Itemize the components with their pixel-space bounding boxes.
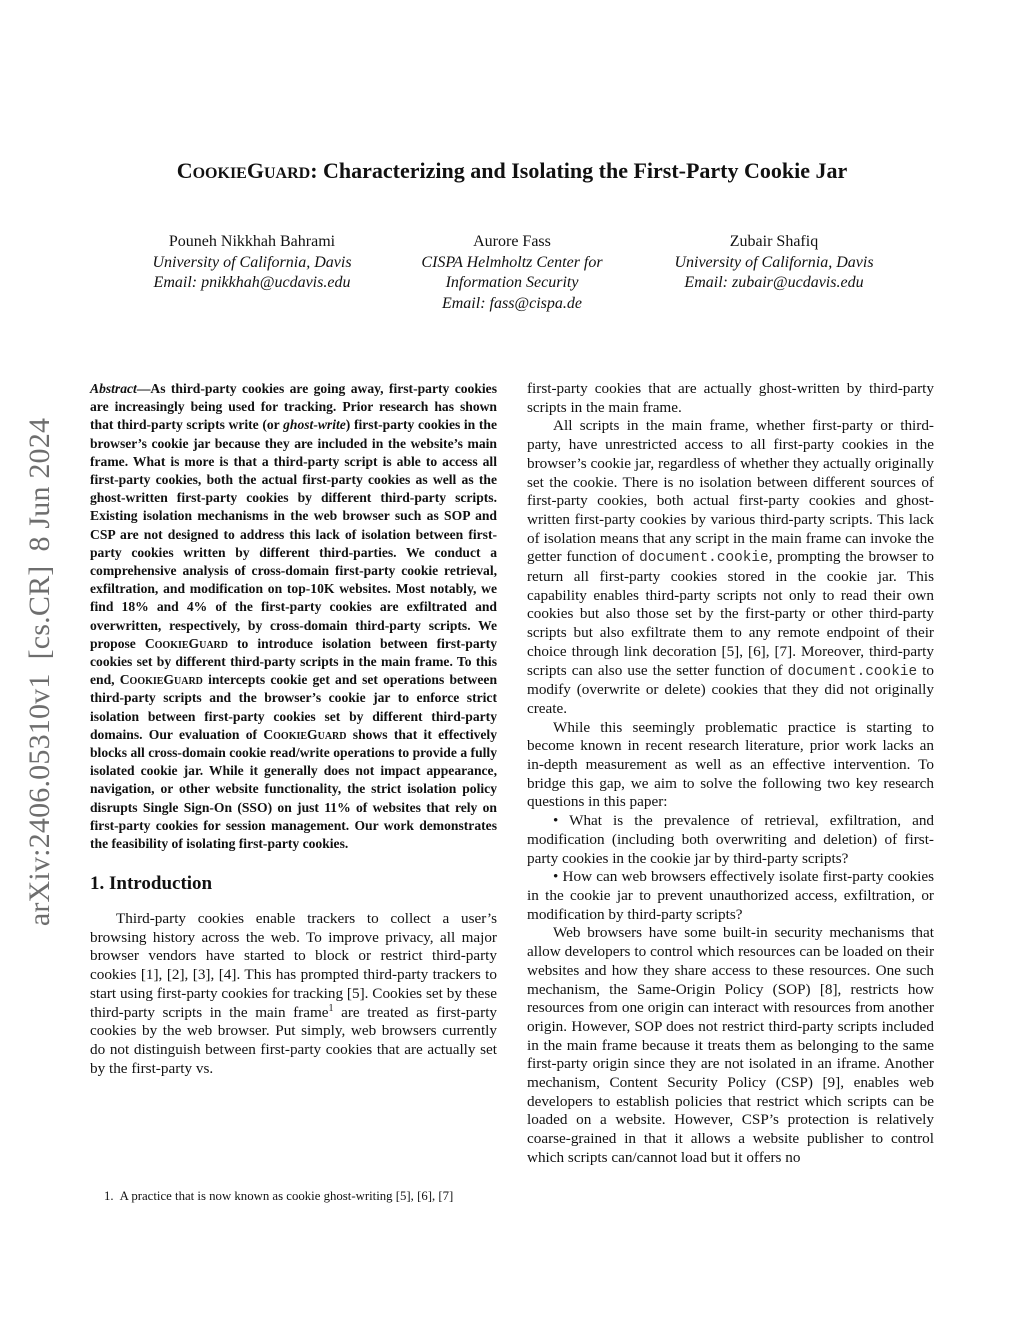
arxiv-sidebar (18, 370, 62, 960)
bullet-text: What is the prevalence of retrieval, exfiltration, and modification (including both overwriting and deletion) of first-party cookies in the cookie jar by third-party scripts? (527, 812, 935, 867)
abstract-text: As third-party cookies are going away, first-party cookies are increasingly being used for tracking. Prior research has shown that third-party scripts write (or (90, 381, 497, 433)
abstract-text: intercepts cookie get and set operations between third-party scripts and the browser’s cookie jar to enforce strict isolation between first-party cookies set by different third-party domains. Our evaluation of (90, 672, 498, 742)
arxiv-date: 8 Jun 2024 (23, 417, 56, 552)
abstract-label: Abstract (90, 381, 137, 396)
bullet-icon: • (553, 868, 559, 886)
body-text: All scripts in the main frame, whether first-party or third-party, have unrestricted access to all first-party cookies in the browser’s cookie jar, regardless of whether they actually originally set the cookie. There is no isolation between different sources of first-party cookies, both actual first-party cookies and ghost-written first-party cookies by various third-party scripts. This lack of isolation means that any script in the main frame can invoke the getter function of (527, 417, 934, 566)
research-question-2 (527, 868, 934, 924)
body-paragraph: Web browsers have some built-in security mechanisms that allow developers to control which resources can be loaded on their websites and how they share access to these resources. One such mechanism, the Same-Origin Policy (SOP) [8], restricts how resources from one origin can interact with resources from another origin. However, SOP does not restrict third-party scripts included in the main frame because it treats them as belonging to the same first-party origin since they are not isolated in an iframe. Another mechanism, Content Security Policy (CSP) [9], enables web developers to establish policies that restrict which scripts can be loaded on a website. However, CSP’s protection is relatively coarse-grained in that it allows a website publisher to control which scripts can/cannot load but it offers no (527, 924, 934, 1166)
author-email: Email: pnikkhah@ucdavis.edu (153, 274, 351, 291)
abstract-text: to introduce isolation between first-party cookies set by different third-party scripts in the main frame. To this end, (90, 635, 497, 688)
author-email: Email: fass@cispa.de (441, 294, 583, 312)
intro-text: Third-party cookies enable trackers to collect a user’s browsing history across the web. To improve privacy, all major browser vendors have started to block or restrict third-party cookies [1], [2], [3], [4]. This has prompted third-party trackers to start using first-party cookies for tracking [5]. Cookies set by these third-party scripts in the main frame (90, 909, 497, 1021)
author-affiliation: University of California, Davis (152, 253, 352, 271)
paper-title (100, 158, 924, 184)
abstract-cookieguard: CookieGuard (119, 672, 203, 688)
footnote-marker[interactable]: 1 (328, 1002, 334, 1014)
footnote-number: 1. (104, 1189, 114, 1203)
body-text: to modify (overwrite or delete) cookies that they did not originally create. (527, 661, 934, 717)
author-name: Aurore Fass (473, 233, 551, 250)
body-paragraph: first-party cookies that are actually ghost-written by third-party scripts in the main frame. (527, 380, 934, 416)
arxiv-stamp (23, 404, 57, 926)
right-column (527, 380, 934, 1168)
bullet-icon: • (553, 812, 559, 830)
author-name: Zubair Shafiq (729, 233, 819, 250)
abstract-text: ) first-party cookies in the browser’s cookie jar because they are included in the website’s main frame. What is more is that a third-party script is able to access all first-party cookies, both the actual first-party cookies as well as the ghost-written first-party cookies by different third-party scripts. Existing isolation mechanisms in the web browser such as SOP and CSP are not designed to address this lack of isolation between first-party cookies written by different third-parties. We conduct a comprehensive analysis of cross-domain first-party cookie retrieval, exfiltration, and modification on top-10K websites. Most notably, we find 18% and 4% of the first-party cookies are exfiltrated and overwritten, respectively, by cross-domain third-party scripts. We propose (90, 417, 497, 651)
abstract-dash: — (136, 381, 151, 396)
intro-text: are treated as first-party cookies by the web browser. Put simply, web browsers currently do not distinguish between first-party cookies that are actually set by the first-party vs. (90, 1003, 498, 1077)
author-affiliation: University of California, Davis (674, 253, 874, 271)
abstract-cookieguard: CookieGuard (144, 635, 229, 651)
abstract (90, 380, 497, 853)
body-text: , prompting the browser to return all first-party cookies stored in the cookie jar. This capability enables third-party scripts not only to read their own cookies but also those set by the first-party or other third-party scripts but also exfiltrate them to any remote endpoint of their choice through link decoration [5], [6], [7]. Moreover, third-party scripts can also use the setter function of (527, 548, 934, 679)
author-affiliation: Information Security (445, 274, 579, 291)
title-cap-c: C (176, 158, 193, 183)
bullet-text: How can web browsers effectively isolate first-party cookies in the cookie jar to prevent unauthorized access, exfiltration, or modification by third-party scripts? (527, 868, 935, 923)
abstract-cookieguard: CookieGuard (263, 726, 347, 742)
body-paragraph (527, 417, 934, 718)
title-cap-g: G (246, 158, 264, 183)
author-block-3 (642, 232, 906, 294)
author-block-1 (120, 232, 384, 294)
arxiv-id: arXiv:2406.05310v1 (23, 673, 56, 927)
section-heading-introduction: 1. Introduction (90, 873, 213, 895)
author-affiliation: CISPA Helmholtz Center for (421, 253, 603, 271)
body-paragraph: While this seemingly problematic practice is starting to become known in recent research literature, prior work lacks an in-depth measurement as well as an effective intervention. To bridge this gap, we aim to solve the following two key research questions in this paper: (527, 718, 934, 811)
footnote-text: A practice that is now known as cookie ghost-writing [5], [6], [7] (119, 1189, 454, 1203)
abstract-ghost-write: ghost-write (283, 417, 346, 433)
intro-paragraph (90, 910, 497, 1078)
author-email: Email: zubair@ucdavis.edu (684, 274, 864, 291)
code-document-cookie: document.cookie (787, 663, 918, 680)
arxiv-category: [cs.CR] (23, 565, 56, 660)
research-question-1 (527, 812, 934, 868)
code-document-cookie: document.cookie (639, 550, 769, 567)
author-name: Pouneh Nikkhah Bahrami (168, 233, 336, 250)
title-small-ookie: OOKIE (192, 165, 247, 182)
author-block-2 (392, 232, 632, 314)
abstract-text: shows that it effectively blocks all cross-domain cookie read/write operations to provide a fully isolated cookie jar. While it generally does not impact appearance, navigation, or other website functionality, the strict isolation policy disrupts Single Sign-On (SSO) on just 11% of websites that rely on first-party cookies for session management. Our work demonstrates the feasibility of isolating first-party cookies. (90, 726, 497, 852)
title-rest: : Characterizing and Isolating the First-Party Cookie Jar (310, 158, 848, 183)
title-small-uard: UARD (263, 165, 311, 182)
left-column (90, 380, 497, 1078)
footnote (90, 1188, 497, 1204)
